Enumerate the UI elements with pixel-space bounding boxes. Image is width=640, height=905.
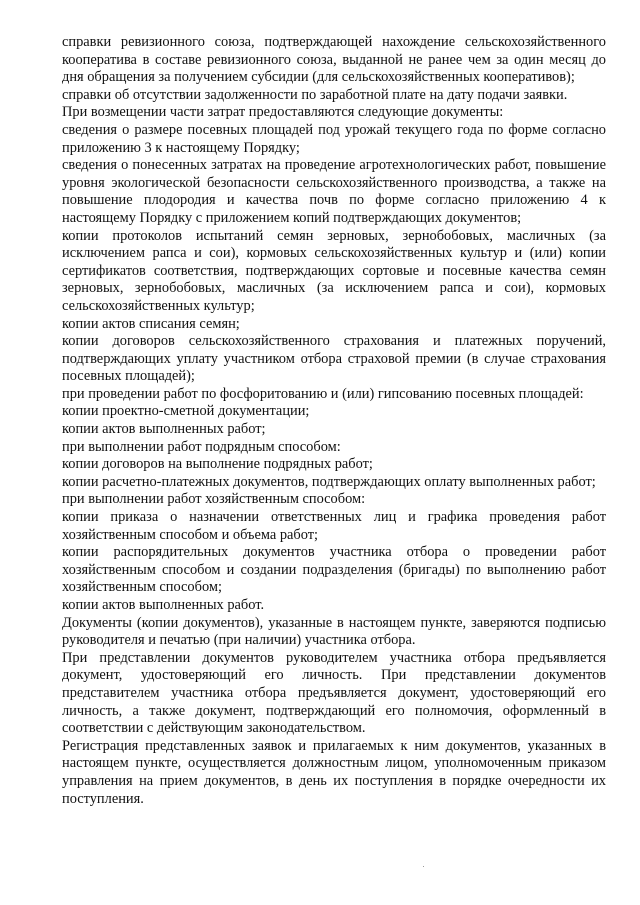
paragraph-text: при выполнении работ хозяйственным способом:: [62, 491, 366, 508]
paragraph-text: При возмещении части затрат предоставляются следующие документы:: [62, 104, 504, 121]
paragraph-text: копии актов выполненных работ.: [62, 597, 265, 613]
paragraph: [62, 738, 606, 808]
paragraph: [62, 544, 606, 597]
paragraph: [62, 615, 606, 650]
paragraph: [62, 104, 606, 122]
paragraph: [62, 509, 606, 544]
paragraph-text: копии проектно-сметной документации;: [62, 403, 310, 420]
paragraph: [62, 386, 606, 404]
paragraph-text: при выполнении работ подрядным способом:: [62, 438, 341, 455]
paragraph-text: При представлении документов руководителем участника отбора предъявляется документ, удостоверяющий его личность. При представлении документов представителем участника отбора предъявляется документ, удостоверяющий его личность, а также документ, подтверждающий его полномочия, оформленный в соответствии с действующим законодательством.: [62, 649, 606, 737]
paragraph: [62, 157, 606, 227]
paragraph-text: Регистрация представленных заявок и прилагаемых к ним документов, указанных в настоящем пункте, осуществляется должностным лицом, уполномоченным приказом управления на прием документов, в день их поступления в порядке очередности их поступления.: [62, 737, 606, 807]
paragraph-text: сведения о понесенных затратах на проведение агротехнологических работ, повышение уровня экологической безопасности сельскохозяйственного производства, а также на повышение плодородия и качества почв по форме согласно приложению 4 к настоящему Порядку с приложением копий подтверждающих документов;: [62, 157, 606, 226]
paragraph-text: Документы (копии документов), указанные в настоящем пункте, заверяются подписью руководителя и печатью (при наличии) участника отбора.: [62, 614, 606, 649]
paragraph-text: сведения о размере посевных площадей под урожай текущего года по форме согласно приложению 3 к настоящему Порядку;: [62, 121, 606, 156]
paragraph: [62, 456, 606, 474]
paragraph: [62, 87, 606, 105]
paragraph: [62, 34, 606, 87]
paragraph-text: копии договоров сельскохозяйственного страхования и платежных поручений, подтверждающих уплату участником отбора страховой премии (в случае страхования посевных площадей);: [62, 333, 606, 385]
paragraph: [62, 439, 606, 457]
paragraph-text: копии договоров на выполнение подрядных работ;: [62, 456, 373, 473]
paragraph: [62, 421, 606, 439]
paragraph-text: копии актов выполненных работ;: [62, 421, 266, 438]
paragraph: [62, 228, 606, 316]
paragraph-text: копии актов списания семян;: [62, 315, 240, 332]
paragraph-text: копии протоколов испытаний семян зерновых, зернобобовых, масличных (за исключением рапса и сои), кормовых сельскохозяйственных культур и (или) копии сертификатов соответствия, подтверждающих сортовые и посевные качества семян зерновых, зернобобовых, масличных (за исключением рапса и сои), кормовых сельскохозяйственных культур;: [62, 227, 606, 314]
paragraph: [62, 597, 606, 615]
paragraph: [62, 333, 606, 386]
scan-speck: [423, 866, 424, 867]
paragraph-text: справки об отсутствии задолженности по заработной плате на дату подачи заявки.: [62, 86, 568, 103]
paragraph-text: копии расчетно-платежных документов, подтверждающих оплату выполненных работ;: [62, 473, 596, 490]
paragraph: [62, 650, 606, 738]
paragraph: [62, 316, 606, 334]
paragraph-text: копии приказа о назначении ответственных лиц и графика проведения работ хозяйственным способом и объема работ;: [62, 509, 606, 543]
paragraph: [62, 474, 606, 492]
paragraph-text: справки ревизионного союза, подтверждающей нахождение сельскохозяйственного кооператива в составе ревизионного союза, выданной не ранее чем за один месяц до дня обращения за получением субсидии (для сельскохозяйственных кооперативов);: [62, 34, 606, 86]
paragraph: [62, 122, 606, 157]
document-body: [62, 34, 606, 808]
paragraph-text: копии распорядительных документов участника отбора о проведении работ хозяйственным способом и создании подразделения (бригады) по выполнению работ хозяйственным способом;: [62, 544, 606, 596]
paragraph: [62, 491, 606, 509]
paragraph-text: при проведении работ по фосфоритованию и (или) гипсованию посевных площадей:: [62, 385, 584, 402]
paragraph: [62, 403, 606, 421]
